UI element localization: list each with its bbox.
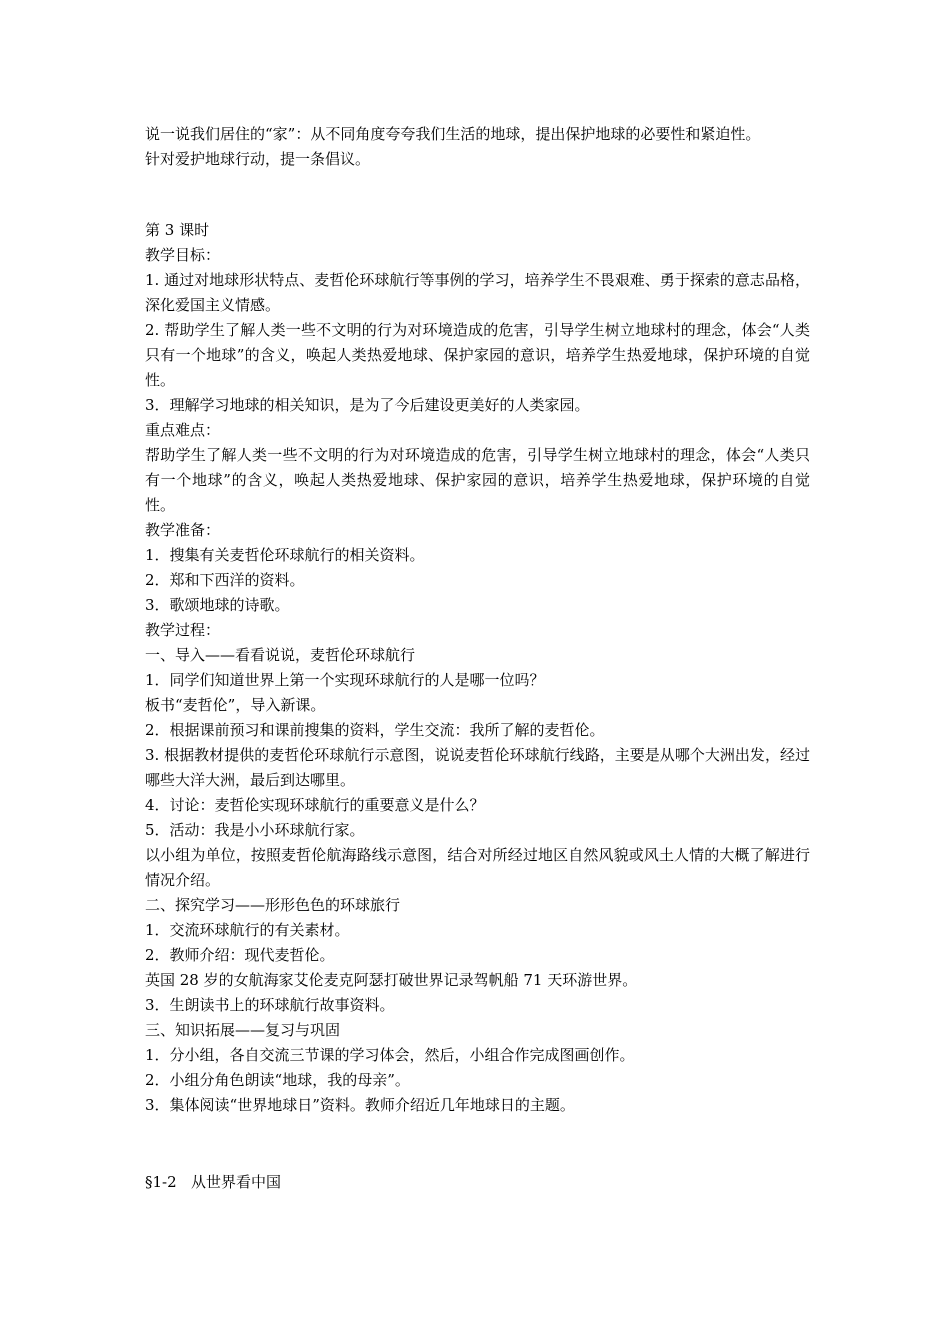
paragraph: 2．小组分角色朗读“地球，我的母亲”。 (145, 1071, 410, 1089)
paragraph: 2．教师介绍：现代麦哲伦。 (145, 946, 335, 964)
paragraph: 以小组为单位，按照麦哲伦航海路线示意图，结合对所经过地区自然风貌或风土人情的大概了解进行情况介绍。 (145, 846, 810, 889)
paragraph: 板书“麦哲伦”，导入新课。 (145, 696, 326, 714)
paragraph: 1. 通过对地球形状特点、麦哲伦环球航行等事例的学习，培养学生不畏艰难、勇于探索的意志品格，深化爱国主义情感。 (145, 271, 810, 314)
paragraph: 3．理解学习地球的相关知识，是为了今后建设更美好的人类家园。 (145, 396, 590, 414)
paragraph: 2. 帮助学生了解人类一些不文明的行为对环境造成的危害，引导学生树立地球村的理念，体会“人类只有一个地球”的含义，唤起人类热爱地球、保护家园的意识，培养学生热爱地球，保护环境的自觉性。 (145, 321, 810, 389)
blank-spacer (145, 172, 810, 218)
intro-section (145, 122, 810, 172)
document-page (145, 122, 810, 1195)
section-label: 教学过程： (145, 621, 221, 639)
lesson-heading: 第 3 课时 (145, 221, 210, 239)
paragraph: 英国 28 岁的女航海家艾伦麦克阿瑟打破世界记录驾帆船 71 天环游世界。 (145, 971, 638, 989)
paragraph: 针对爱护地球行动，提一条倡议。 (145, 150, 371, 168)
subsection-heading: 三、知识拓展——复习与巩固 (145, 1021, 341, 1039)
paragraph: 2．郑和下西洋的资料。 (145, 571, 305, 589)
paragraph: 5．活动：我是小小环球航行家。 (145, 821, 365, 839)
section-label: 教学准备： (145, 521, 221, 539)
section-label: 教学目标： (145, 246, 221, 264)
paragraph: 3. 根据教材提供的麦哲伦环球航行示意图，说说麦哲伦环球航行线路，主要是从哪个大洲出发，经过哪些大洋大洲，最后到达哪里。 (145, 746, 810, 789)
paragraph: 3．歌颂地球的诗歌。 (145, 596, 290, 614)
paragraph: 3．集体阅读“世界地球日”资料。教师介绍近几年地球日的主题。 (145, 1096, 575, 1114)
paragraph: 1．分小组，各自交流三节课的学习体会，然后，小组合作完成图画创作。 (145, 1046, 635, 1064)
paragraph: 3．生朗读书上的环球航行故事资料。 (145, 996, 395, 1014)
subsection-heading: 二、探究学习——形形色色的环球旅行 (145, 896, 401, 914)
lesson-3-section (145, 218, 810, 1118)
paragraph: 1．搜集有关麦哲伦环球航行的相关资料。 (145, 546, 425, 564)
blank-spacer (145, 1118, 810, 1170)
paragraph: 帮助学生了解人类一些不文明的行为对环境造成的危害，引导学生树立地球村的理念，体会“人类只有一个地球”的含义，唤起人类热爱地球、保护家园的意识，培养学生热爱地球，保护环境的自觉性。 (145, 446, 810, 514)
paragraph: 4．讨论：麦哲伦实现环球航行的重要意义是什么？ (145, 796, 485, 814)
paragraph: 说一说我们居住的“家”：从不同角度夸夸我们生活的地球，提出保护地球的必要性和紧迫性。 (145, 125, 761, 143)
paragraph: 1．同学们知道世界上第一个实现环球航行的人是哪一位吗？ (145, 671, 545, 689)
paragraph: 1．交流环球航行的有关素材。 (145, 921, 350, 939)
paragraph: 2．根据课前预习和课前搜集的资料，学生交流：我所了解的麦哲伦。 (145, 721, 605, 739)
next-chapter-section (145, 1170, 810, 1195)
section-label: 重点难点： (145, 421, 221, 439)
chapter-heading: §1-2 从世界看中国 (145, 1173, 281, 1191)
subsection-heading: 一、导入——看看说说，麦哲伦环球航行 (145, 646, 416, 664)
